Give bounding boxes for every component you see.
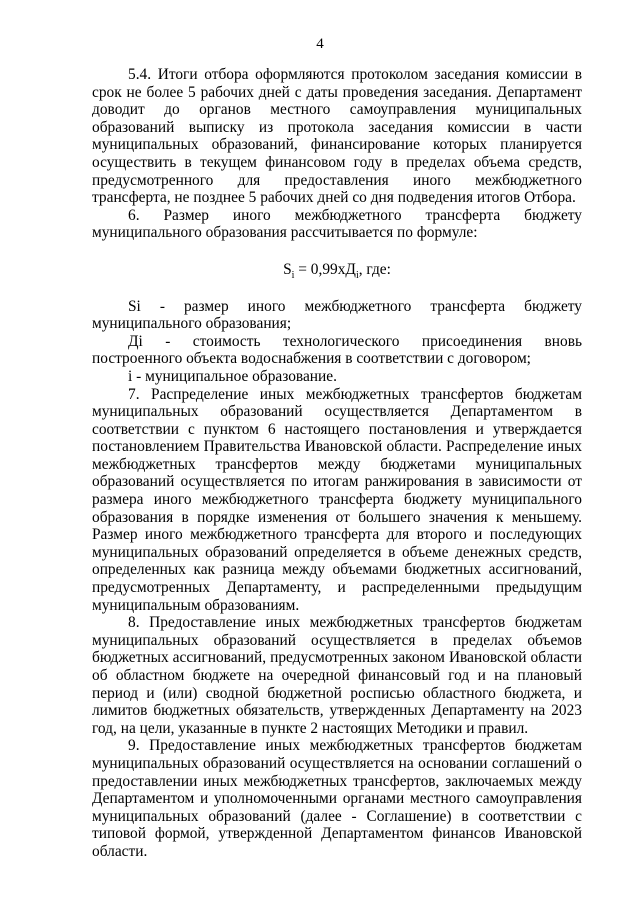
- formula-d-subscript: i: [355, 270, 359, 282]
- paragraph-8: 8. Предоставление иных межбюджетных трансфертов бюджетам муниципальных образований осуществляется в пределах объемов бюджетных ассигнований, предусмотренных законом Ивановской области об областном бюджете на очередной финансовый год и на плановый период и (или) сводной бюджетной росписью областного бюджета, и лимитов бюджетных обязательств, утвержденных Департаменту на 2023 год, на цели, указанные в пункте 2 настоящих Методики и правил.: [92, 614, 582, 737]
- paragraph-9: 9. Предоставление иных межбюджетных трансфертов бюджетам муниципальных образований осуществляется на основании соглашений о предоставлении иных межбюджетных трансфертов, заключаемых между Департаментом и уполномоченными органами местного самоуправления муниципальных образований (далее - Соглашение) в соответствии с типовой формой, утвержденной Департаментом финансов Ивановской области.: [92, 737, 582, 860]
- definition-si: Si - размер иного межбюджетного трансферта бюджету муниципального образования;: [92, 297, 582, 333]
- formula-middle: = 0,99хД: [294, 260, 356, 278]
- paragraph-5-4: 5.4. Итоги отбора оформляются протоколом заседания комиссии в срок не более 5 рабочих дней с даты проведения заседания. Департамент доводит до органов местного самоуправления муниципальных образований выписку из протокола заседания комиссии в части муниципальных образований, финансирование которых планируется осуществить в текущем финансовом году в пределах объема средств, предусмотренного для предоставления иного межбюджетного трансферта, не позднее 5 рабочих дней со дня подведения итогов Отбора.: [92, 66, 582, 207]
- definition-i: i - муниципальное образование.: [128, 367, 337, 385]
- page-number: 4: [316, 36, 324, 52]
- definition-di: Дi - стоимость технологического присоединения вновь построенного объекта водоснабжения в соответствии с договором;: [92, 332, 582, 368]
- paragraph-7: 7. Распределение иных межбюджетных трансфертов бюджетам муниципальных образований осуществляется Департаментом в соответствии с пунктом 6 настоящего постановления и утверждается постановлением Правительства Ивановской области. Распределение иных межбюджетных трансфертов между бюджетами муниципальных образований осуществляется по итогам ранжирования в зависимости от размера иного межбюджетного трансферта бюджету муниципального образования в порядке изменения от большего значения к меньшему. Размер иного межбюджетного трансферта для второго и последующих муниципальных образований определяется в объеме денежных средств, определенных как разница между объемами бюджетных ассигнований, предусмотренных Департаменту, и распределенными предыдущим муниципальным образованиям.: [92, 385, 582, 614]
- document-body: [92, 66, 582, 861]
- formula-s: S: [283, 260, 292, 278]
- formula-s-subscript: i: [291, 270, 295, 282]
- paragraph-6: 6. Размер иного межбюджетного трансферта бюджету муниципального образования рассчитывается по формуле:: [92, 206, 582, 242]
- formula: [92, 260, 582, 282]
- formula-tail: , где:: [358, 260, 391, 278]
